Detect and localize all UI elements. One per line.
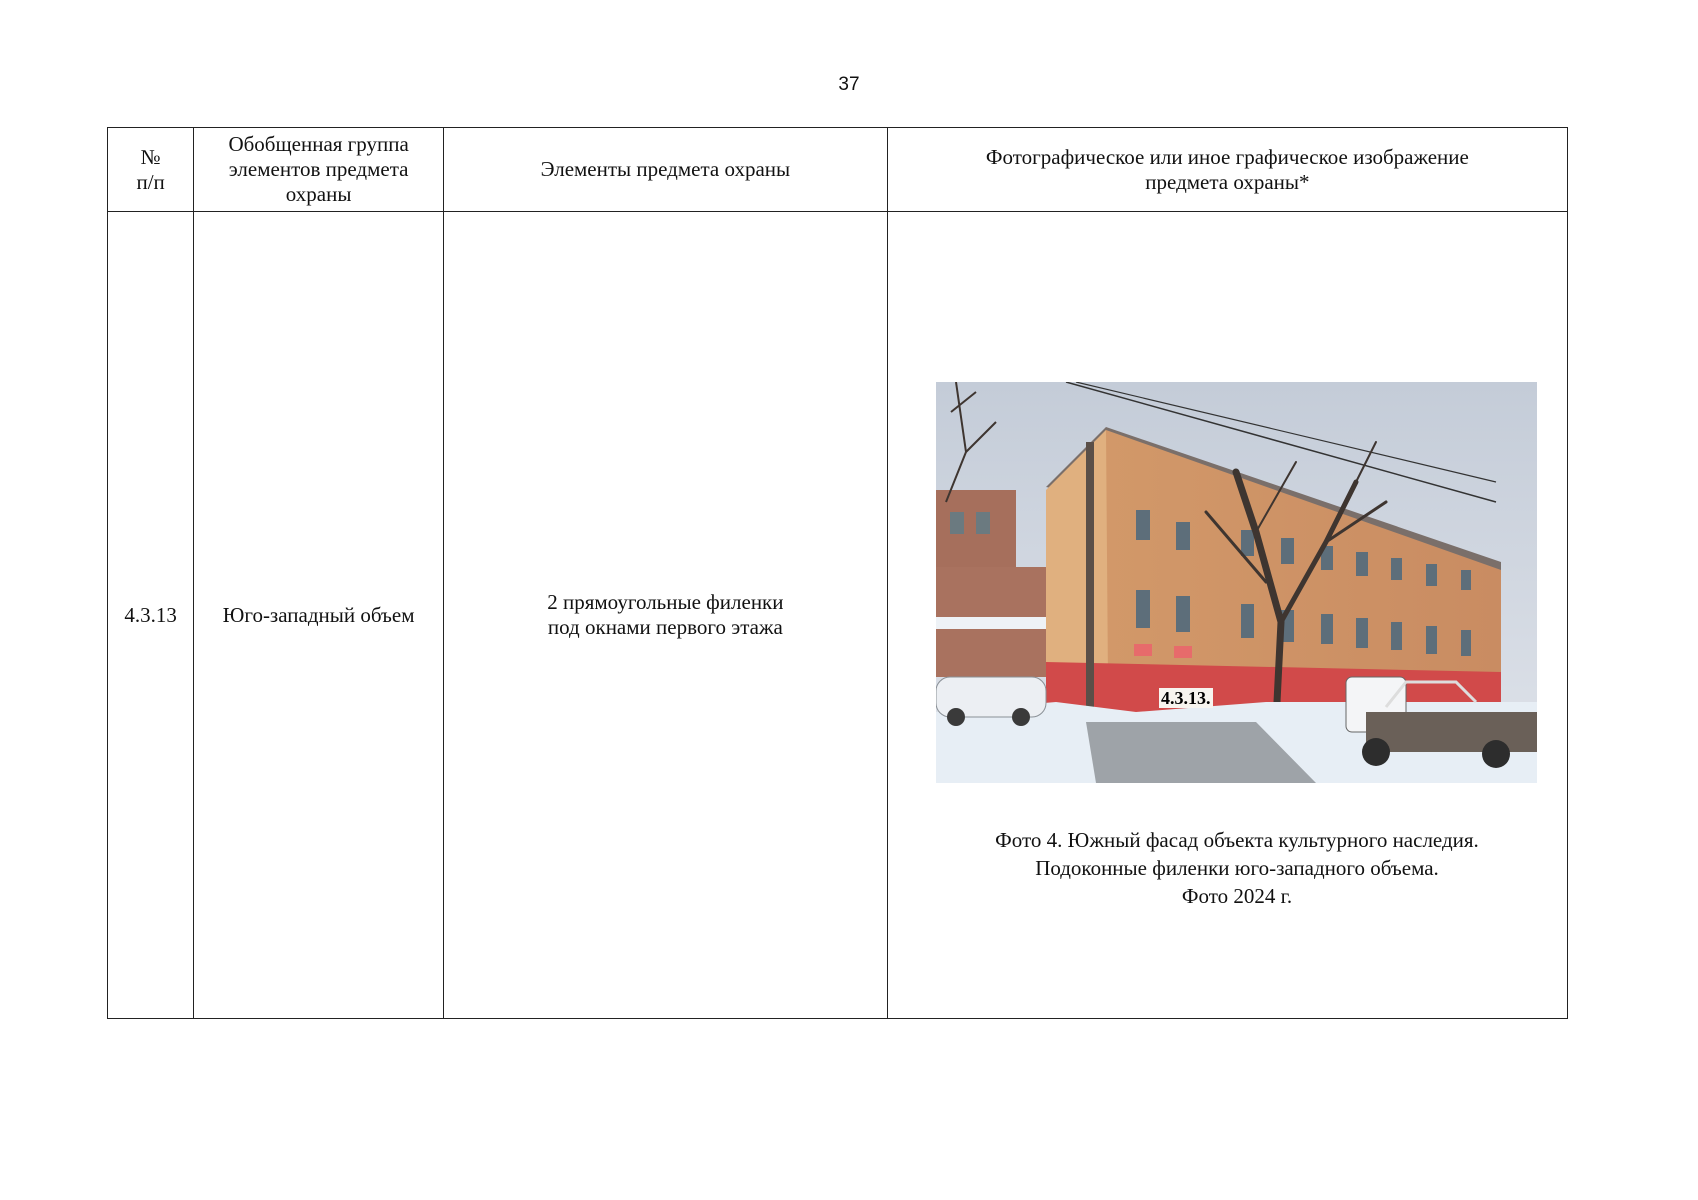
- header-image: [887, 128, 1567, 212]
- header-group-line-3: охраны: [285, 182, 352, 206]
- row-number: 4.3.13: [108, 212, 194, 1019]
- header-group-line-1: Обобщенная группа: [228, 132, 409, 156]
- photo-label: 4.3.13.: [1161, 688, 1211, 708]
- header-number: [108, 128, 194, 212]
- header-elements: Элементы предмета охраны: [443, 128, 887, 212]
- row-elements-line-2: под окнами первого этажа: [547, 615, 783, 639]
- header-number-line-1: №: [140, 144, 161, 169]
- header-group: [194, 128, 444, 212]
- header-group-line-2: элементов предмета: [228, 157, 409, 181]
- row-elements-line-1: 2 прямоугольные филенки: [547, 590, 784, 614]
- building-photo: [936, 382, 1537, 783]
- caption-line-2: Подоконные филенки юго-западного объема.: [1035, 856, 1439, 880]
- photo-caption: [906, 826, 1568, 910]
- caption-line-1: Фото 4. Южный фасад объекта культурного наследия.: [995, 828, 1479, 852]
- header-number-line-2: п/п: [136, 169, 165, 194]
- table-header-row: [108, 128, 1568, 212]
- header-image-line-1: Фотографическое или иное графическое изображение: [985, 144, 1469, 169]
- caption-line-3: Фото 2024 г.: [1181, 884, 1293, 908]
- row-group: Юго-западный объем: [194, 212, 444, 1019]
- header-image-line-2: предмета охраны*: [1145, 169, 1310, 194]
- page-number: 37: [838, 74, 860, 95]
- row-elements: [443, 212, 887, 1019]
